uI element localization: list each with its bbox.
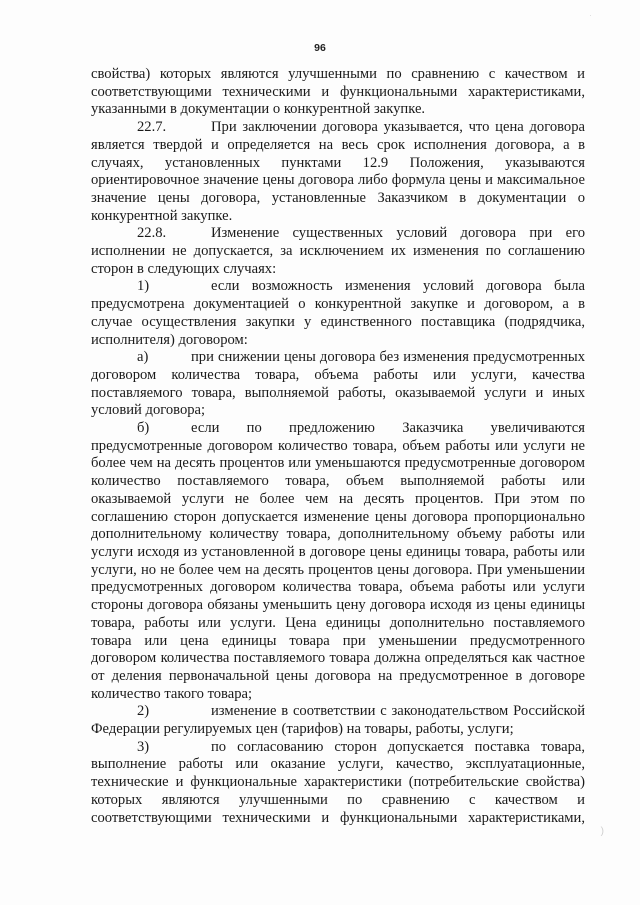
list-marker: 2) bbox=[137, 703, 150, 720]
paragraph-22-8 bbox=[91, 225, 585, 278]
scan-artifact: · bbox=[589, 10, 592, 20]
list-subitem-a bbox=[91, 349, 585, 420]
page-number: 96 bbox=[314, 42, 326, 54]
list-item-text: если по предложению Заказчика увеличиваются предусмотренные договором количество товара, объем работы или услуги не более чем на десять процентов или уменьшаются предусмотренные договором количество поставляемого товара, объем выполняемой работы или оказываемой услуги не более чем на десять процентов. При этом по соглашению сторон допускается изменение цены договора пропорционально дополнительному количеству товара, дополнительному объему работы или услуги исходя из установленной в договоре цены единицы товара, работы или услуги, но не более чем на десять процентов цены договора. При уменьшении предусмотренных договором количества товара, объема работы или услуги стороны договора обязаны уменьшить цену договора исходя из цены единицы товара, работы или услуги. Цена единицы дополнительно поставляемого товара или цена единицы товара при уменьшении предусмотренного договором количества поставляемого товара должна определяться как частное от деления первоначальной цены договора на предусмотренное в договоре количество такого товара; bbox=[91, 420, 585, 702]
paragraph-text: Изменение существенных условий договора при его исполнении не допускается, за исключением их изменения по соглашению сторон в следующих случаях: bbox=[91, 225, 585, 277]
paragraph-number: 22.7. bbox=[137, 119, 167, 136]
list-marker: б) bbox=[137, 420, 150, 437]
paragraph-22-7 bbox=[91, 119, 585, 225]
list-marker: 1) bbox=[137, 278, 150, 295]
list-item-text: при снижении цены договора без изменения предусмотренных договором количества товара, объема работы или услуги, качества поставляемого товара, выполняемой работы, оказываемой услуги и иных условий договора; bbox=[91, 349, 585, 419]
list-item-3 bbox=[91, 739, 585, 828]
scan-artifact: ) bbox=[600, 826, 604, 837]
paragraph-number: 22.8. bbox=[137, 225, 167, 242]
list-subitem-b bbox=[91, 420, 585, 703]
list-item-text: изменение в соответствии с законодательством Российской Федерации регулируемых цен (тарифов) на товары, работы, услуги; bbox=[91, 703, 585, 738]
list-item-text: по согласованию сторон допускается поставка товара, выполнение работы или оказание услуги, качество, эксплуатационные, технические и функциональные характеристики (потребительские свойства) которых являются улучшенными по сравнению с качеством и соответствующими техническими и функциональными характеристиками, bbox=[91, 738, 585, 826]
paragraph-text: При заключении договора указывается, что цена договора является твердой и определяется на весь срок исполнения договора, а в случаях, установленных пунктами 12.9 Положения, указываются ориентировочное значение цены договора либо формула цены и максимальное значение цены договора, установленные Заказчиком в документации о конкурентной закупке. bbox=[91, 119, 585, 224]
list-marker: а) bbox=[137, 349, 149, 366]
paragraph-continuation bbox=[91, 66, 585, 119]
list-item-1 bbox=[91, 278, 585, 349]
list-item-2 bbox=[91, 703, 585, 738]
paragraph-text: свойства) которых являются улучшенными по сравнению с качеством и соответствующими техническими и функциональными характеристиками, указанными в документации о конкурентной закупке. bbox=[91, 66, 585, 118]
document-body bbox=[91, 66, 585, 827]
list-item-text: если возможность изменения условий договора была предусмотрена документацией о конкурентной закупке и договором, а в случае осуществления закупки у единственного поставщика (подрядчика, исполнителя) договором: bbox=[91, 278, 585, 348]
list-marker: 3) bbox=[137, 738, 150, 755]
